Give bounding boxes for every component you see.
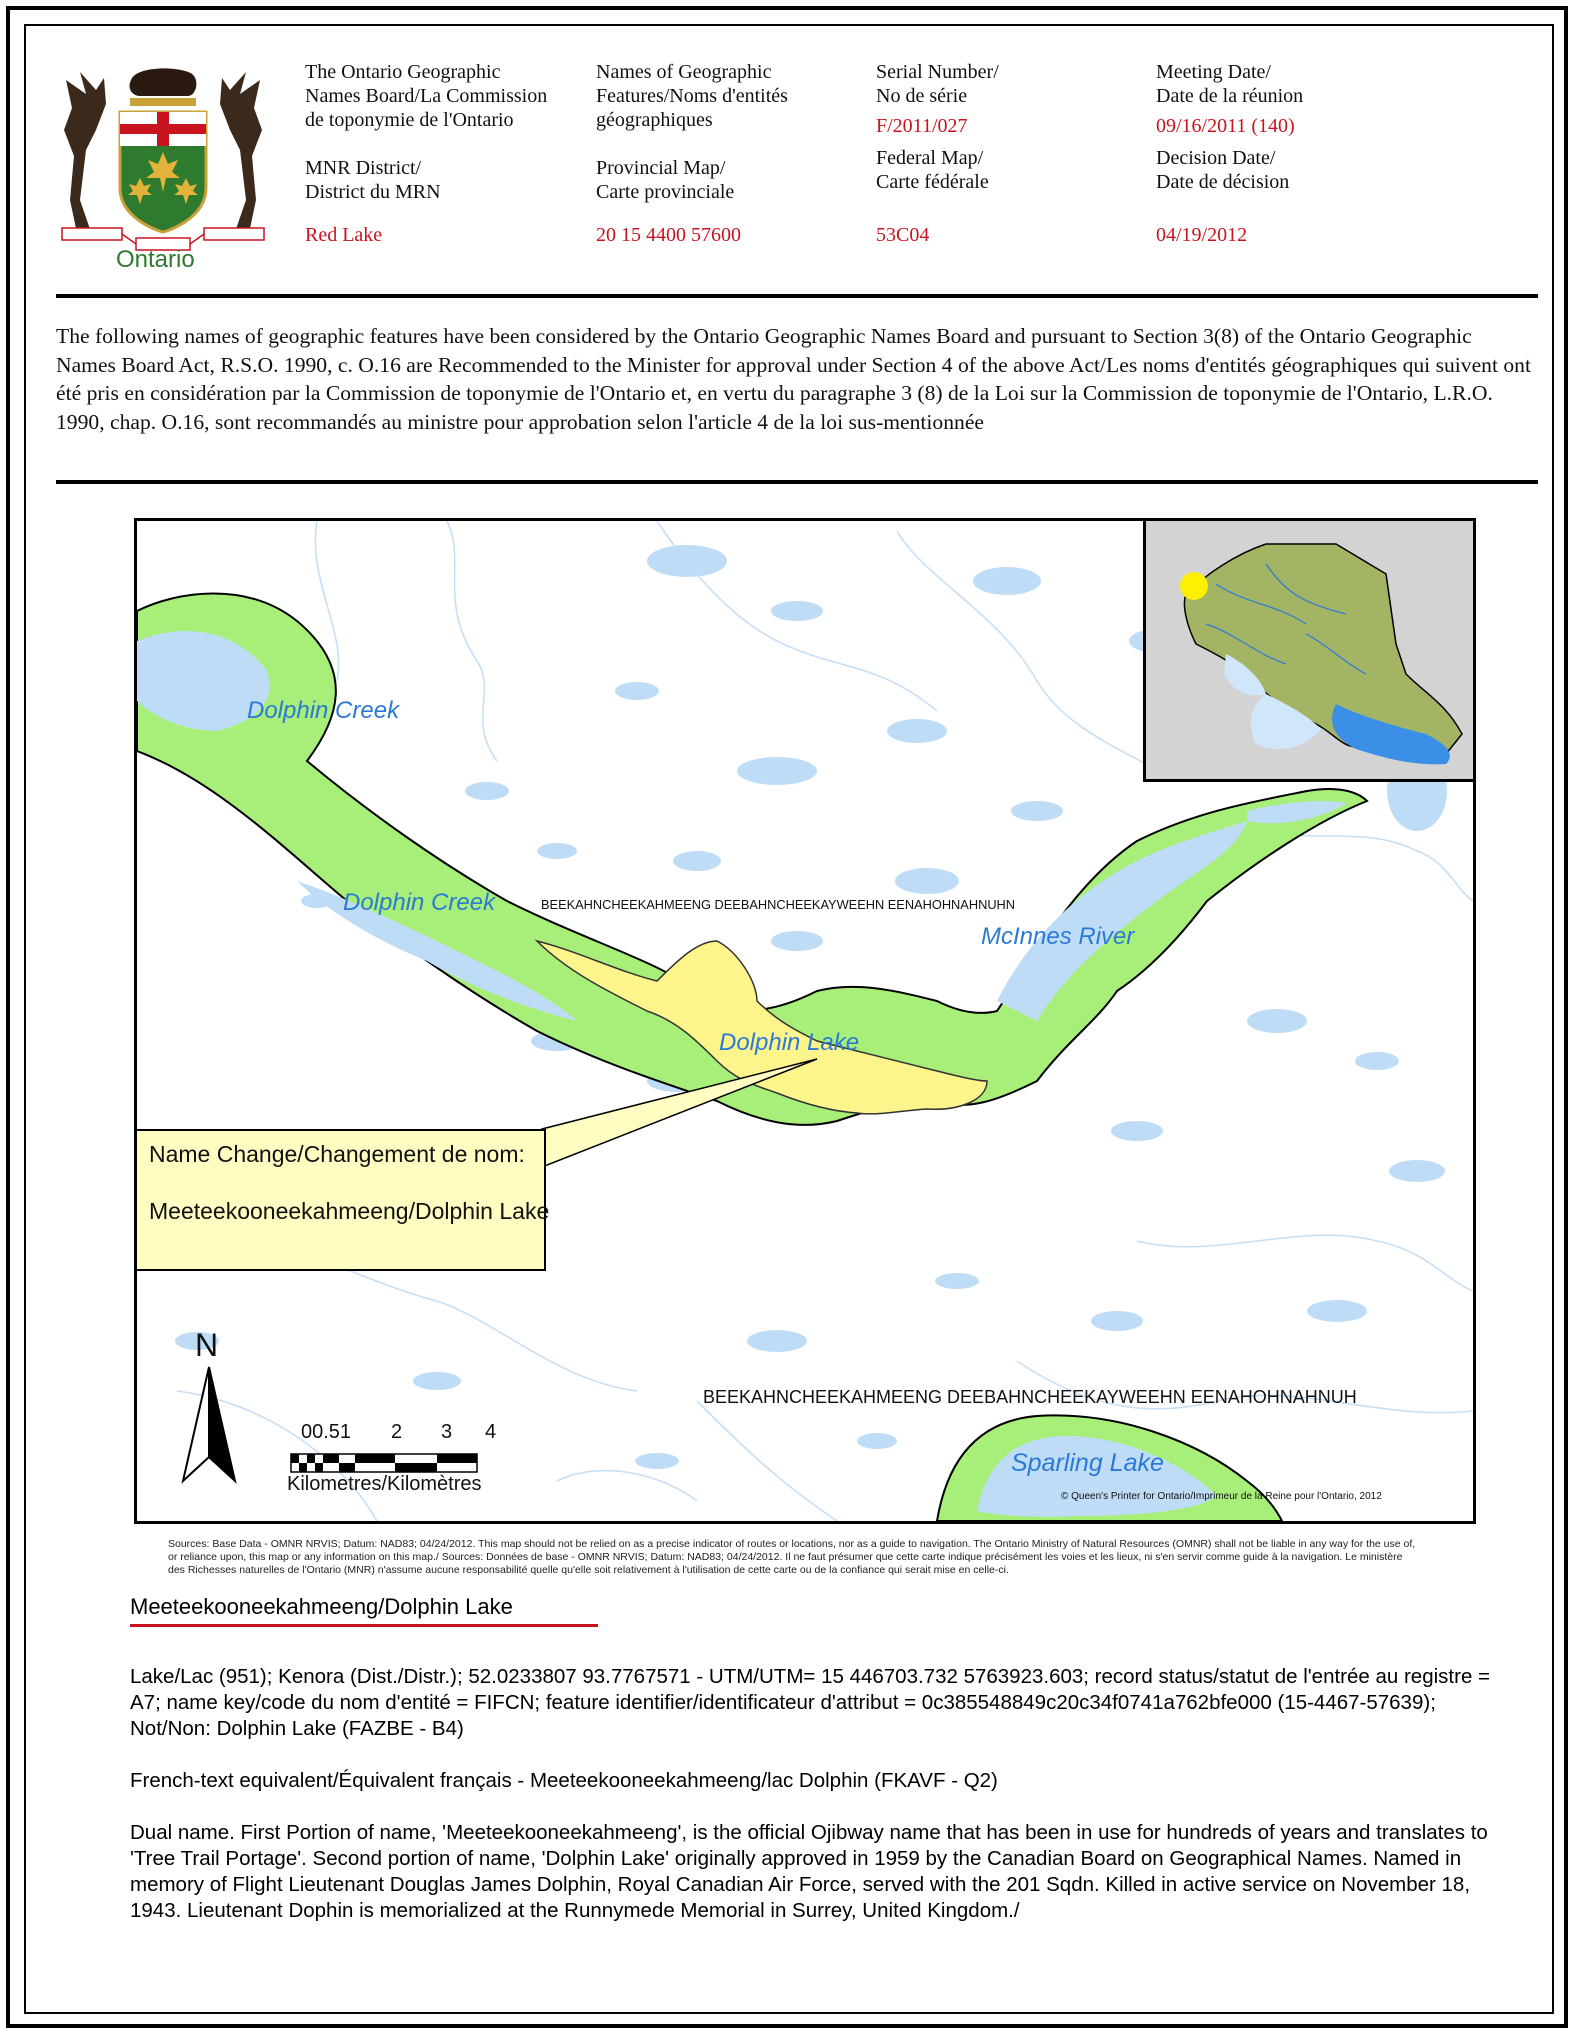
board-name-line3: de toponymie de l'Ontario [305,109,514,131]
decision-date-value: 04/19/2012 [1156,224,1248,246]
scale-tick-4: 4 [485,1421,497,1443]
serial-value: F/2011/027 [876,115,968,137]
callout-heading: Name Change/Changement de nom: [149,1141,525,1167]
intro-paragraph: The following names of geographic features have been considered by the Ontario Geographic Names Board and pursuant to Section 3(8) of the Ontario Geographic Names Board Act, R.S.O. 1990, c. O.16 are Recommended to the Minister for approval under Section 4 of the above Act/Les noms d'entités géographiques qui suivent ont été pris en considération par la Commission de toponymie de l'Ontario et, en vertu du paragraphe 3 (8) de la Loi sur la Commission de toponymie de l'Ontario, L.R.O. 1990, chap. O.16, sont recommandés au ministre pour approbation selon l'article 4 de la loi sus-mentionnée [56,324,1531,434]
meeting-date-label-line2: Date de la réunion [1156,85,1304,107]
federal-map-label [876,146,989,194]
label-dolphin-creek-1: Dolphin Creek [247,697,400,724]
names-label-line1: Names of Geographic [596,61,772,83]
label-reserve-2: BEEKAHNCHEEKAHMEENG DEEBAHNCHEEKAYWEEHN EENAHOHNAHNUH [703,1387,1357,1407]
decision-date-label-line2: Date de décision [1156,171,1290,193]
ontario-coat-of-arms [56,60,270,280]
scale-tick-2: 2 [391,1421,403,1443]
names-label-line2: Features/Noms d'entités [596,85,788,107]
map-copyright: © Queen's Printer for Ontario/Imprimeur de la Reine pour l'Ontario, 2012 [1061,1491,1382,1502]
feature-description: Dual name. First Portion of name, 'Meeteekooneekahmeeng', is the official Ojibway name that has been in use for hundreds of years and translates to 'Tree Trail Portage'. Second portion of name, 'Dolphin Lake' originally approved in 1959 by the Canadian Board on Geographical Names. Named in memory of Flight Lieutenant Douglas James Dolphin, Royal Canadian Air Force, served with the 201 Sqdn. Killed in active service on November 18, 1943. Lieutenant Dophin is memorialized at the Runnymede Memorial in Surrey, United Kingdom./ [130,1821,1488,1922]
feature-title-underline [130,1624,598,1627]
decision-date-label-line1: Decision Date/ [1156,147,1276,169]
feature-french-equivalent: French-text equivalent/Équivalent français - Meeteekooneekahmeeng/lac Dolphin (FKAVF - Q2) [130,1769,998,1792]
district-value: Red Lake [305,224,383,246]
district-label-line2: District du MRN [305,181,441,203]
decision-date-label [1156,146,1289,194]
intro-divider [56,480,1538,484]
ontario-inset-icon [1146,518,1476,779]
label-dolphin-lake: Dolphin Lake [719,1029,860,1056]
map-sources-disclaimer: Sources: Base Data - OMNR NRVIS; Datum: NAD83; 04/24/2012. This map should not be relied on as a precise indicator of routes or locations, nor as a guide to navigation. The Ontario Ministry of Natural Resources (OMNR) shall not be liable in any way for the use of, or reliance upon, this map or any information on this map./ Sources: Données de base - OMNR NRVIS; Datum: NAD83; 04/24/2012. Il ne faut présumer que cette carte indique précisément les voies et les lieux, ni s'en servir comme guide à la navigation. Le ministère des Richesses naturelles de l'Ontario (MNR) n'assume aucune responsabilité quelle qu'elle soit relativement à l'utilisation de cette carte ou de la confiance qui serait mise en celle-ci. [168,1538,1416,1576]
board-name-line2: Names Board/La Commission [305,85,548,107]
board-name [305,60,547,132]
label-reserve-1: BEEKAHNCHEEKAHMEENG DEEBAHNCHEEKAYWEEHN EENAHOHNAHNUHN [541,897,1016,912]
serial-label [876,60,999,108]
label-sparling-lake: Sparling Lake [1011,1449,1164,1477]
district-label [305,156,441,204]
federal-map-label-line2: Carte fédérale [876,171,989,193]
meeting-date-label-line1: Meeting Date/ [1156,61,1271,83]
district-label-line1: MNR District/ [305,157,422,179]
scale-bar-icon [291,1454,477,1472]
name-change-callout [134,1129,550,1271]
provincial-map-value: 20 15 4400 57600 [596,224,741,246]
north-label: N [195,1327,219,1363]
serial-label-line2: No de série [876,85,968,107]
federal-map-label-line1: Federal Map/ [876,147,984,169]
ontario-wordmark: Ontario [116,246,195,273]
label-mcinnes-river: McInnes River [981,923,1135,950]
header-divider [56,294,1538,298]
scale-tick-3: 3 [441,1421,453,1443]
provincial-map-label [596,156,734,204]
names-label [596,60,788,132]
inset-locator-map [1143,518,1476,782]
feature-details: Lake/Lac (951); Kenora (Dist./Distr.); 52.0233807 93.7767571 - UTM/UTM= 15 446703.732 5763923.603; record status/statut de l'entrée au registre = A7; name key/code du nom d'entité = FIFCN; feature identifier/identificateur d'attribut = 0c385548849c20c34f0741a762bfe000 (15-4467-57639); Not/Non: Dolphin Lake (FAZBE - B4) [130,1665,1491,1740]
meeting-date-label [1156,60,1303,108]
meeting-date-value: 09/16/2011 (140) [1156,115,1295,137]
federal-map-value: 53C04 [876,224,930,246]
map-panel [134,518,1476,1524]
label-dolphin-creek-2: Dolphin Creek [343,889,496,916]
scale-tick-0: 00.51 [301,1421,352,1443]
provincial-map-label-line2: Carte provinciale [596,181,735,203]
north-arrow-icon [183,1367,235,1481]
names-label-line3: géographiques [596,109,713,131]
board-name-line1: The Ontario Geographic [305,61,501,83]
callout-name: Meeteekooneekahmeeng/Dolphin Lake [149,1198,550,1224]
scale-unit-label: Kilometres/Kilomètres [287,1473,482,1495]
serial-label-line1: Serial Number/ [876,61,999,83]
provincial-map-label-line1: Provincial Map/ [596,157,726,179]
feature-title: Meeteekooneekahmeeng/Dolphin Lake [130,1594,513,1619]
